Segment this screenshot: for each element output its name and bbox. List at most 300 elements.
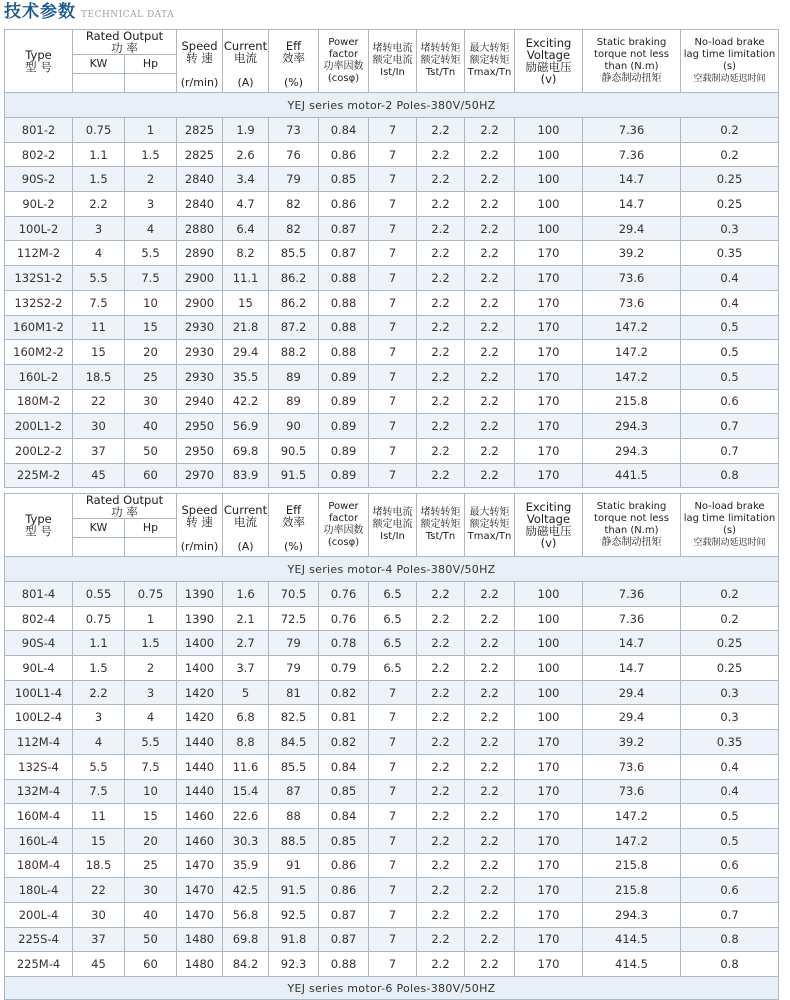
col-output-header: Rated Output 功 率 [73,494,177,519]
table-cell: 0.76 [319,606,369,631]
table-cell: 15 [223,290,269,315]
table-cell: 1480 [177,952,223,977]
table-cell: 50 [125,927,177,952]
table-cell: 2.2 [417,705,465,730]
table-cell: 83.9 [223,463,269,488]
table-cell: 5.5 [125,730,177,755]
table-cell: 2825 [177,118,223,143]
table-cell: 0.5 [681,828,779,853]
table-cell: 14.7 [583,656,681,681]
table-cell: 8.8 [223,730,269,755]
table-cell: 0.55 [73,582,125,607]
table-cell: 20 [125,828,177,853]
table-cell: 1420 [177,705,223,730]
table-cell: 0.2 [681,142,779,167]
col-eff-unit: (%) [269,538,319,557]
table-cell: 1460 [177,804,223,829]
col-speed-header: Speed 转 速 [177,30,223,74]
table-cell: 0.5 [681,340,779,365]
table-cell: 2.2 [465,290,515,315]
table-cell: 1 [125,118,177,143]
table-cell: 112M-2 [5,241,73,266]
table-row [5,730,779,755]
table-cell: 0.86 [319,853,369,878]
table-cell: 2840 [177,192,223,217]
table-cell: 2.2 [417,414,465,439]
table-cell: 2930 [177,340,223,365]
table-cell: 1.9 [223,118,269,143]
table-cell: 2.2 [465,828,515,853]
table-cell: 160L-2 [5,364,73,389]
table-cell: 0.87 [319,927,369,952]
table-cell: 76 [269,142,319,167]
spec-table-2-poles [4,29,779,488]
table-cell: 180L-4 [5,878,73,903]
table-cell: 170 [515,779,583,804]
table-cell: 88.5 [269,828,319,853]
table-cell: 2.2 [465,927,515,952]
table-cell: 10 [125,779,177,804]
table-row [5,266,779,291]
table-cell: 45 [73,463,125,488]
table-cell: 2880 [177,216,223,241]
table-cell: 90S-2 [5,167,73,192]
table-cell: 3 [73,705,125,730]
table-cell: 7 [369,364,417,389]
table-row [5,631,779,656]
table-cell: 6.5 [369,656,417,681]
table-cell: 160M2-2 [5,340,73,365]
table-cell: 0.76 [319,582,369,607]
table-cell: 2890 [177,241,223,266]
table-cell: 7.5 [73,290,125,315]
table-cell: 0.3 [681,680,779,705]
col-output-unit-spacer [73,538,125,557]
series-row-6-poles [5,977,779,1000]
table-cell: 22 [73,878,125,903]
table-cell: 1420 [177,680,223,705]
table-cell: 0.35 [681,241,779,266]
table-cell: 0.7 [681,438,779,463]
table-cell: 2950 [177,414,223,439]
table-row [5,414,779,439]
table-cell: 25 [125,853,177,878]
table-cell: 10 [125,290,177,315]
table-cell: 0.25 [681,656,779,681]
table-cell: 0.84 [319,118,369,143]
table-cell: 7 [369,902,417,927]
table-cell: 2 [125,167,177,192]
table-cell: 7 [369,952,417,977]
table-cell: 1390 [177,606,223,631]
table-cell: 225S-4 [5,927,73,952]
table-cell: 79 [269,167,319,192]
spec-header [5,30,779,93]
table-cell: 5.5 [73,266,125,291]
table-cell: 30 [73,902,125,927]
table-row [5,463,779,488]
table-cell: 7 [369,828,417,853]
table-cell: 56.9 [223,414,269,439]
table-cell: 35.5 [223,364,269,389]
table-cell: 180M-2 [5,389,73,414]
table-cell: 73.6 [583,754,681,779]
table-cell: 1440 [177,779,223,804]
table-cell: 0.25 [681,192,779,217]
table-cell: 21.8 [223,315,269,340]
table-cell: 0.85 [319,779,369,804]
table-row [5,118,779,143]
table-cell: 2970 [177,463,223,488]
table-cell: 0.88 [319,315,369,340]
table-cell: 1.5 [125,631,177,656]
table-cell: 1460 [177,828,223,853]
col-output-unit-spacer [73,74,125,93]
table-cell: 3.4 [223,167,269,192]
table-cell: 88 [269,804,319,829]
col-pf-header: Power factor 功率因数 (cosφ) [319,30,369,93]
table-cell: 8.2 [223,241,269,266]
table-cell: 87 [269,779,319,804]
table-cell: 15 [125,804,177,829]
table-cell: 7.36 [583,606,681,631]
table-cell: 802-4 [5,606,73,631]
table-row [5,290,779,315]
table-cell: 1400 [177,631,223,656]
table-cell: 100L-2 [5,216,73,241]
table-cell: 2.2 [465,631,515,656]
table-cell: 0.88 [319,340,369,365]
table-cell: 0.87 [319,216,369,241]
table-cell: 7 [369,754,417,779]
table-cell: 2.2 [465,680,515,705]
table-row [5,927,779,952]
table-cell: 2.2 [465,414,515,439]
table-cell: 0.75 [73,606,125,631]
table-cell: 0.87 [319,902,369,927]
col-eff-header: Eff 效率 [269,30,319,74]
table-cell: 7 [369,878,417,903]
table-cell: 1.6 [223,582,269,607]
table-cell: 0.89 [319,438,369,463]
table-cell: 82.5 [269,705,319,730]
col-brake-header: No-load brake lag time limitation (s) 空载制动延迟时间 [681,494,779,557]
table-cell: 414.5 [583,952,681,977]
table-cell: 7.5 [125,266,177,291]
table-row [5,364,779,389]
table-cell: 0.84 [319,804,369,829]
table-cell: 2.2 [465,364,515,389]
col-torque-header: Static braking torque not less than (N.m) 静态制动扭矩 [583,494,681,557]
table-cell: 73.6 [583,290,681,315]
table-cell: 0.85 [319,167,369,192]
table-cell: 7 [369,167,417,192]
table-cell: 2.2 [417,754,465,779]
table-cell: 0.86 [319,878,369,903]
table-cell: 441.5 [583,463,681,488]
section-title-en: TECHNICAL DATA [81,10,175,20]
table-row [5,754,779,779]
table-cell: 294.3 [583,438,681,463]
table-cell: 170 [515,414,583,439]
table-cell: 2930 [177,364,223,389]
col-speed-unit: (r/min) [177,74,223,93]
table-cell: 2.2 [417,216,465,241]
col-eff-unit: (%) [269,74,319,93]
table-cell: 2.6 [223,142,269,167]
spec-body [5,557,779,977]
table-cell: 3 [73,216,125,241]
table-cell: 11.1 [223,266,269,291]
table-cell: 0.8 [681,463,779,488]
table-cell: 0.5 [681,315,779,340]
table-cell: 7 [369,241,417,266]
table-cell: 1.5 [73,167,125,192]
table-cell: 7 [369,118,417,143]
table-cell: 7 [369,315,417,340]
table-cell: 2.2 [465,241,515,266]
table-cell: 40 [125,414,177,439]
table-cell: 2.2 [465,167,515,192]
table-row [5,192,779,217]
table-cell: 11 [73,804,125,829]
table-cell: 170 [515,902,583,927]
table-cell: 200L2-2 [5,438,73,463]
table-cell: 25 [125,364,177,389]
table-cell: 0.35 [681,730,779,755]
table-cell: 147.2 [583,804,681,829]
table-cell: 2.2 [417,902,465,927]
table-cell: 100 [515,705,583,730]
table-cell: 84.5 [269,730,319,755]
table-cell: 7 [369,340,417,365]
table-row [5,142,779,167]
table-cell: 147.2 [583,828,681,853]
table-row [5,315,779,340]
table-cell: 72.5 [269,606,319,631]
table-cell: 200L1-2 [5,414,73,439]
section-title-cn: 技术参数 [4,2,76,22]
col-voltage-header: Exciting Voltage 励磁电压 (v) [515,494,583,557]
header-row-1 [5,494,779,519]
table-cell: 0.8 [681,927,779,952]
col-tst-header: 堵转转矩 额定转矩 Tst/Tn [417,30,465,93]
series-row [5,93,779,118]
col-type-header: Type 型 号 [5,30,73,93]
col-type-header: Type 型 号 [5,494,73,557]
table-cell: 91.5 [269,878,319,903]
table-cell: 42.5 [223,878,269,903]
table-cell: 2.2 [465,606,515,631]
table-cell: 170 [515,389,583,414]
table-cell: 69.8 [223,927,269,952]
table-cell: 170 [515,241,583,266]
table-cell: 7 [369,927,417,952]
col-current-header: Current 电流 [223,494,269,538]
table-cell: 2.2 [417,290,465,315]
table-cell: 2.2 [465,438,515,463]
table-cell: 0.6 [681,878,779,903]
table-cell: 2.2 [417,364,465,389]
table-cell: 92.5 [269,902,319,927]
table-cell: 20 [125,340,177,365]
table-row [5,438,779,463]
table-cell: 0.88 [319,290,369,315]
table-cell: 0.78 [319,631,369,656]
table-cell: 100 [515,582,583,607]
table-block-2-poles [4,29,779,488]
series-label: YEJ series motor-6 Poles-380V/50HZ [5,977,779,1000]
table-row [5,167,779,192]
table-cell: 225M-4 [5,952,73,977]
table-cell: 170 [515,266,583,291]
table-cell: 7 [369,680,417,705]
table-cell: 30 [125,878,177,903]
table-cell: 91.5 [269,463,319,488]
table-cell: 2.2 [417,804,465,829]
col-speed-header: Speed 转 速 [177,494,223,538]
table-cell: 2.7 [223,631,269,656]
table-cell: 7.36 [583,118,681,143]
col-current-unit: (A) [223,74,269,93]
table-cell: 1.1 [73,142,125,167]
table-cell: 2900 [177,266,223,291]
table-cell: 29.4 [583,705,681,730]
table-cell: 2.2 [465,902,515,927]
table-cell: 7 [369,266,417,291]
table-cell: 40 [125,902,177,927]
table-cell: 56.8 [223,902,269,927]
table-cell: 2.2 [465,582,515,607]
table-cell: 2840 [177,167,223,192]
table-cell: 2950 [177,438,223,463]
table-cell: 45 [73,952,125,977]
table-cell: 0.82 [319,680,369,705]
table-cell: 1440 [177,754,223,779]
table-cell: 7.36 [583,142,681,167]
table-cell: 2.2 [417,952,465,977]
col-output-unit-spacer [125,538,177,557]
table-row [5,705,779,730]
table-cell: 2.2 [417,582,465,607]
table-cell: 88.2 [269,340,319,365]
table-cell: 2.2 [417,167,465,192]
table-cell: 170 [515,290,583,315]
table-cell: 2.2 [465,730,515,755]
table-cell: 170 [515,927,583,952]
table-cell: 85.5 [269,241,319,266]
table-cell: 2.2 [417,730,465,755]
table-cell: 0.25 [681,631,779,656]
table-cell: 14.7 [583,192,681,217]
table-cell: 100 [515,142,583,167]
series-label: YEJ series motor-2 Poles-380V/50HZ [5,93,779,118]
table-cell: 30 [125,389,177,414]
table-cell: 2.2 [465,952,515,977]
table-cell: 90S-4 [5,631,73,656]
table-cell: 0.84 [319,754,369,779]
table-cell: 39.2 [583,241,681,266]
table-row [5,656,779,681]
series-row [5,557,779,582]
table-cell: 2.2 [417,779,465,804]
table-cell: 132M-4 [5,779,73,804]
table-cell: 147.2 [583,315,681,340]
table-cell: 100 [515,216,583,241]
table-cell: 2.2 [417,463,465,488]
table-cell: 112M-4 [5,730,73,755]
table-cell: 14.7 [583,167,681,192]
table-cell: 7 [369,463,417,488]
table-cell: 2.2 [417,315,465,340]
table-cell: 0.89 [319,364,369,389]
table-cell: 4 [125,216,177,241]
table-cell: 225M-2 [5,463,73,488]
table-cell: 6.4 [223,216,269,241]
table-cell: 1 [125,606,177,631]
table-cell: 2.2 [465,340,515,365]
table-cell: 132S2-2 [5,290,73,315]
table-cell: 100 [515,631,583,656]
table-cell: 0.6 [681,853,779,878]
table-cell: 100 [515,680,583,705]
table-cell: 15 [73,340,125,365]
table-cell: 70.5 [269,582,319,607]
table-cell: 7 [369,414,417,439]
table-cell: 29.4 [583,680,681,705]
table-cell: 30.3 [223,828,269,853]
col-ist-header: 堵转电流 额定电流 Ist/In [369,494,417,557]
table-cell: 73.6 [583,779,681,804]
table-cell: 2825 [177,142,223,167]
table-cell: 2.2 [417,438,465,463]
table-cell: 1400 [177,656,223,681]
table-cell: 7 [369,389,417,414]
table-row [5,878,779,903]
table-cell: 29.4 [223,340,269,365]
table-row [5,582,779,607]
table-cell: 2.2 [417,118,465,143]
table-cell: 100 [515,656,583,681]
col-output-header: Rated Output 功 率 [73,30,177,55]
table-cell: 801-2 [5,118,73,143]
table-cell: 0.4 [681,754,779,779]
table-cell: 100L1-4 [5,680,73,705]
table-cell: 3 [125,192,177,217]
table-cell: 5 [223,680,269,705]
table-cell: 2.2 [73,192,125,217]
table-cell: 29.4 [583,216,681,241]
table-cell: 0.87 [319,241,369,266]
table-cell: 160L-4 [5,828,73,853]
col-kw-header: KW [73,55,125,74]
table-cell: 2.2 [73,680,125,705]
table-cell: 2.2 [465,779,515,804]
col-torque-header: Static braking torque not less than (N.m) 静态制动扭矩 [583,30,681,93]
table-cell: 2 [125,656,177,681]
section-title [4,0,174,26]
table-cell: 7.36 [583,582,681,607]
table-cell: 4.7 [223,192,269,217]
table-cell: 170 [515,364,583,389]
table-cell: 170 [515,730,583,755]
table-cell: 215.8 [583,853,681,878]
table-cell: 7 [369,705,417,730]
table-row [5,216,779,241]
table-cell: 4 [73,730,125,755]
col-hp-header: Hp [125,519,177,538]
col-output-unit-spacer [125,74,177,93]
